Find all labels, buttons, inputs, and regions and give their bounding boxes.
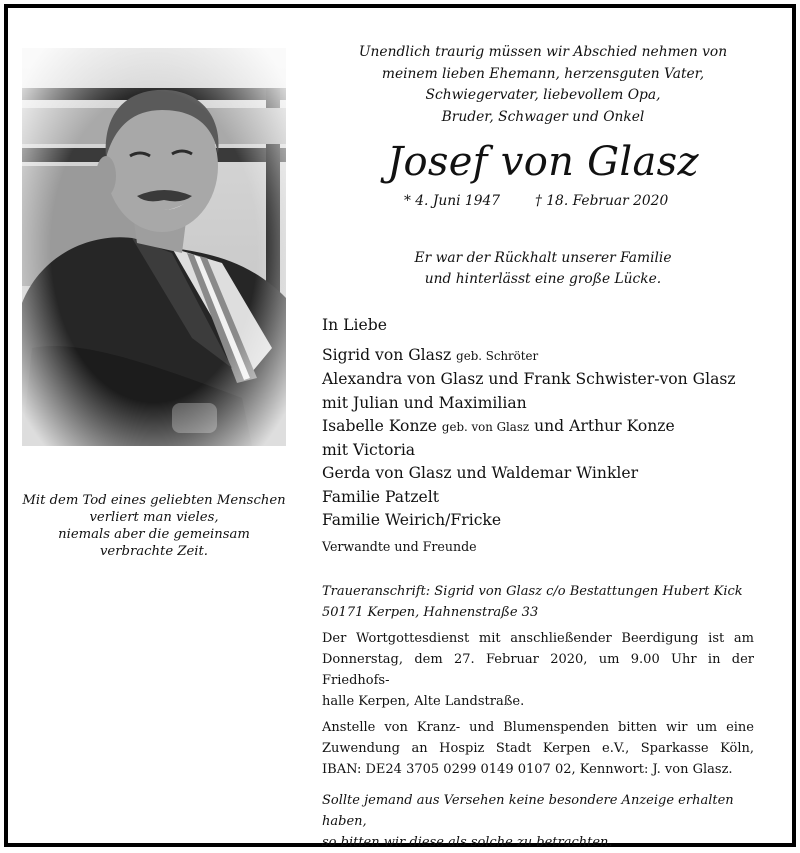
intro-line: Schwiegervater, liebevollem Opa,	[425, 87, 661, 103]
mourner-row: Alexandra von Glasz und Frank Schwister-von Glasz	[322, 370, 736, 389]
intro-line: meinem lieben Ehemann, herzensguten Vater,	[381, 65, 705, 82]
intro-line: Unendlich traurig müssen wir Abschied nehmen von	[358, 44, 728, 60]
life-dates	[400, 193, 700, 217]
mourners-list	[322, 314, 772, 557]
maiden-name: geb. von Glasz	[441, 419, 530, 434]
mourner-row: mit Julian und Maximilian	[322, 393, 527, 412]
portrait-photo	[22, 48, 286, 446]
relatives-line: Verwandte und Freunde	[322, 539, 477, 555]
mourner-row	[322, 415, 772, 439]
mourner-row	[322, 344, 772, 368]
donation-line: IBAN: DE24 3705 0299 0149 0107 02, Kennwort: J. von Glasz.	[322, 762, 733, 777]
mourner-row: mit Victoria	[322, 441, 416, 460]
donation-line: Zuwendung an Hospiz Stadt Kerpen e.V., Sparkasse Köln,	[322, 741, 754, 756]
death-date: † 18. Februar 2020	[535, 193, 669, 209]
intro-text	[318, 42, 768, 128]
in-love-heading: In Liebe	[322, 316, 387, 334]
memorial-quote	[22, 492, 286, 560]
mourner-row: Familie Weirich/Fricke	[322, 511, 502, 530]
quote-line: verbrachte Zeit.	[99, 544, 209, 559]
address-line: Traueranschrift: Sigrid von Glasz c/o Bestattungen Hubert Kick	[322, 584, 743, 599]
birth-date: * 4. Juni 1947	[404, 193, 501, 209]
address-line: 50171 Kerpen, Hahnenstraße 33	[322, 605, 539, 620]
service-info	[322, 581, 754, 853]
maiden-name: geb. Schröter	[456, 349, 539, 363]
quote-line: niemals aber die gemeinsam	[58, 527, 250, 542]
service-line: Donnerstag, dem 27. Februar 2020, um 9.00 Uhr in der Friedhofs-	[322, 652, 754, 688]
mourner-name: Isabelle Konze	[322, 416, 437, 435]
mourner-row: Familie Patzelt	[322, 487, 440, 506]
tagline	[318, 248, 768, 290]
closing-line: so bitten wir diese als solche zu betrachten.	[322, 835, 613, 850]
mourner-partner: und Arthur Konze	[534, 416, 675, 435]
tagline-line: Er war der Rückhalt unserer Familie	[414, 250, 672, 266]
intro-line: Bruder, Schwager und Onkel	[441, 108, 645, 125]
service-line: halle Kerpen, Alte Landstraße.	[322, 694, 525, 709]
quote-line: verliert man vieles,	[89, 510, 219, 525]
service-line: Der Wortgottesdienst mit anschließender Beerdigung ist am	[322, 631, 754, 646]
deceased-name: Josef von Glasz	[387, 139, 699, 185]
quote-line: Mit dem Tod eines geliebten Menschen	[22, 493, 286, 508]
mourner-row: Gerda von Glasz und Waldemar Winkler	[322, 464, 639, 483]
tagline-line: und hinterlässt eine große Lücke.	[424, 271, 662, 287]
closing-line: Sollte jemand aus Versehen keine besondere Anzeige erhalten haben,	[322, 793, 734, 829]
donation-line: Anstelle von Kranz- und Blumenspenden bitten wir um eine	[322, 720, 754, 735]
mourner-name: Sigrid von Glasz	[322, 346, 452, 364]
